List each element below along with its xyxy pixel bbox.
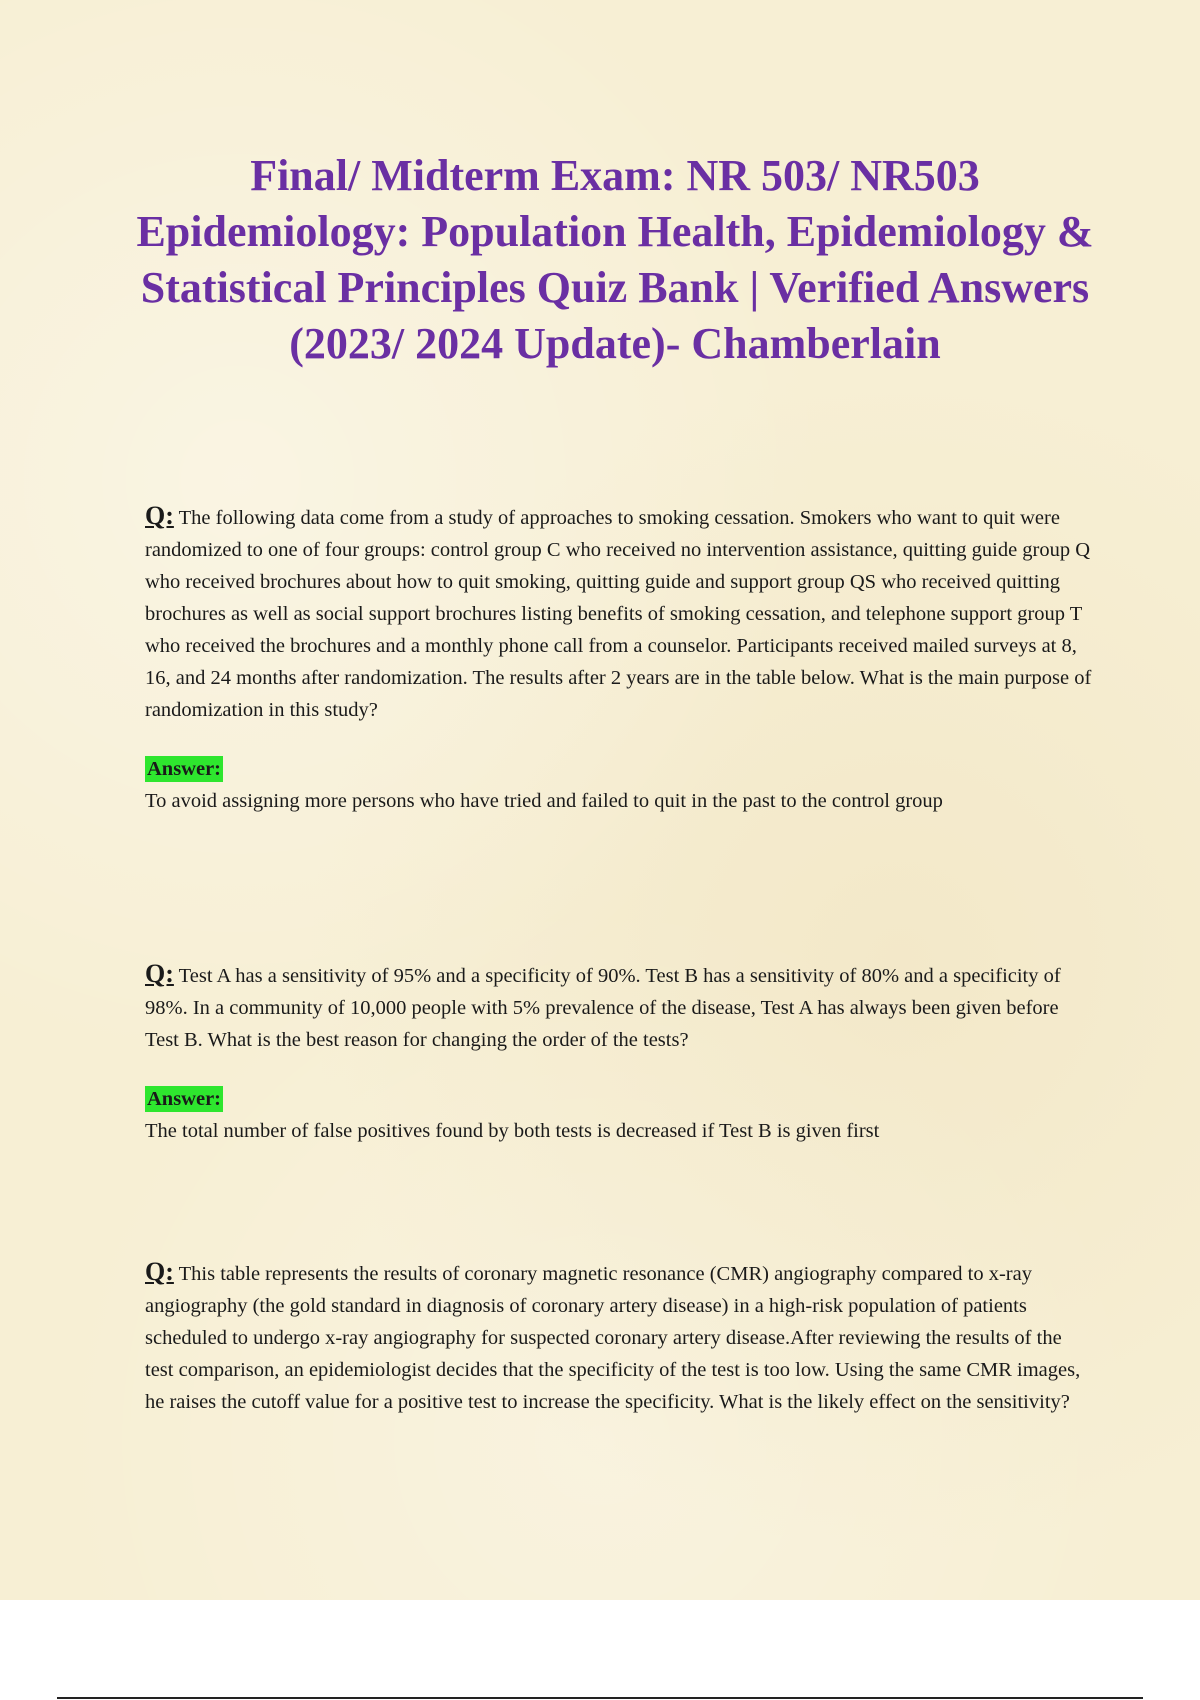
question-text: Test A has a sensitivity of 95% and a specificity of 90%. Test B has a sensitivity of 80% and a specificity of 98%. In a community of 10,000 people with 5% prevalence of the disease, Test A has always been given before Test B. What is the best reason for changing the order of the tests? — [145, 965, 1061, 1051]
question-label: Q: — [145, 959, 174, 988]
question-label: Q: — [145, 1257, 174, 1286]
question-label: Q: — [145, 501, 174, 530]
question-text: The following data come from a study of approaches to smoking cessation. Smokers who want to quit were randomized to one of four groups: control group C who received no intervention assistance, quitting guide group Q who received brochures about how to quit smoking, quitting guide and support group QS who received quitting brochures as well as social support brochures listing benefits of smoking cessation, and telephone support group T who received the brochures and a monthly phone call from a counselor. Participants received mailed surveys at 8, 16, and 24 months after randomization. The results after 2 years are in the table below. What is the main purpose of randomization in this study? — [145, 507, 1092, 721]
qa-block-3 — [145, 1256, 1095, 1418]
answer-text-2: The total number of false positives found by both tests is decreased if Test B is given first — [145, 1120, 880, 1142]
document-title: Final/ Midterm Exam: NR 503/ NR503 Epidemiology: Population Health, Epidemiology & Statistical Principles Quiz Bank | Verified Answers (2023/ 2024 Update)- Chamberlain — [136, 151, 1094, 368]
question-1 — [145, 500, 1095, 726]
answer-text-1: To avoid assigning more persons who have tried and failed to quit in the past to the control group — [145, 790, 943, 812]
question-text: This table represents the results of coronary magnetic resonance (CMR) angiography compared to x-ray angiography (the gold standard in diagnosis of coronary artery disease) in a high-risk population of patients scheduled to undergo x-ray angiography for suspected coronary artery disease.After reviewing the results of the test comparison, an epidemiologist decides that the specificity of the test is too low. Using the same CMR images, he raises the cutoff value for a positive test to increase the specificity. What is the likely effect on the sensitivity? — [145, 1263, 1081, 1413]
question-2 — [145, 958, 1095, 1056]
answer-label: Answer: — [147, 1088, 222, 1110]
answer-label: Answer: — [147, 758, 222, 780]
qa-block-1 — [145, 500, 1095, 817]
question-3 — [145, 1256, 1095, 1418]
footer-divider — [57, 1697, 1143, 1699]
qa-block-2 — [145, 958, 1095, 1147]
